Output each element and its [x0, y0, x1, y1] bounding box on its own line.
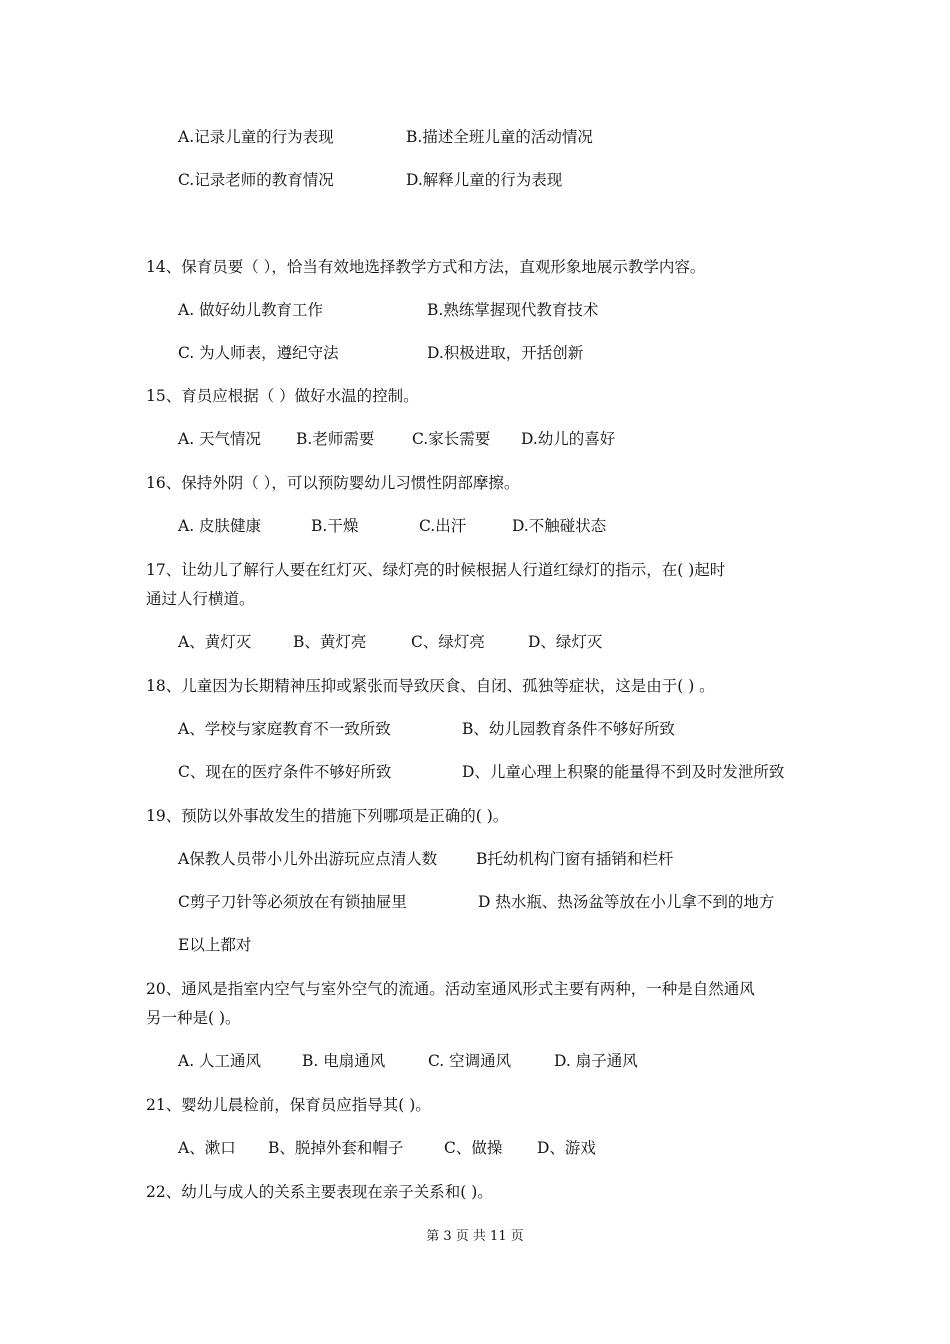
q16-option-c: C.出汗	[419, 517, 467, 535]
q20-stem-line1: 20、通风是指室内空气与室外空气的流通。活动室通风形式主要有两种，一种是自然通风	[146, 980, 755, 998]
q15-option-b: B.老师需要	[296, 430, 375, 448]
q22-stem: 22、幼儿与成人的关系主要表现在亲子关系和( )。	[146, 1183, 493, 1201]
q19-option-e: E以上都对	[178, 936, 252, 954]
q18-stem: 18、儿童因为长期精神压抑或紧张而导致厌食、自闭、孤独等症状，这是由于( ) 。	[146, 677, 715, 695]
q14-stem: 14、保育员要（ ），恰当有效地选择教学方式和方法，直观形象地展示教学内容。	[146, 258, 706, 276]
q17-stem-line1: 17、让幼儿了解行人要在红灯灭、绿灯亮的时候根据人行道红绿灯的指示，在( )起时	[146, 561, 726, 579]
q19-stem: 19、预防以外事故发生的措施下列哪项是正确的( )。	[146, 807, 509, 825]
q13-option-d: D.解释儿童的行为表现	[406, 171, 563, 189]
q16-option-a: A. 皮肤健康	[178, 517, 262, 535]
q18-option-a: A、学校与家庭教育不一致所致	[178, 720, 391, 738]
q14-option-c: C. 为人师表，遵纪守法	[178, 344, 339, 362]
q16-stem: 16、保持外阴（ ），可以预防婴幼儿习惯性阴部摩擦。	[146, 474, 520, 492]
q18-option-d: D、儿童心理上积聚的能量得不到及时发泄所致	[462, 763, 785, 781]
q21-option-a: A、漱口	[178, 1139, 236, 1157]
q14-option-a: A. 做好幼儿教育工作	[178, 301, 324, 319]
q17-option-d: D、绿灯灭	[528, 633, 603, 651]
q21-option-c: C、做操	[444, 1139, 503, 1157]
q15-option-c: C.家长需要	[412, 430, 491, 448]
q21-stem: 21、婴幼儿晨检前，保育员应指导其( )。	[146, 1096, 431, 1114]
q15-stem: 15、育员应根据（ ）做好水温的控制。	[146, 387, 419, 405]
q21-option-b: B、脱掉外套和帽子	[268, 1139, 404, 1157]
q15-option-d: D.幼儿的喜好	[521, 430, 616, 448]
q13-option-b: B.描述全班儿童的活动情况	[406, 128, 593, 146]
q19-option-d: D 热水瓶、热汤盆等放在小儿拿不到的地方	[478, 893, 775, 911]
q13-option-a: A.记录儿童的行为表现	[178, 128, 334, 146]
q17-option-b: B、黄灯亮	[293, 633, 367, 651]
q20-stem-line2: 另一种是( )。	[146, 1009, 241, 1027]
q17-option-a: A、黄灯灭	[178, 633, 252, 651]
q21-option-d: D、游戏	[537, 1139, 596, 1157]
q14-option-b: B.熟练掌握现代教育技术	[427, 301, 599, 319]
q20-option-c: C. 空调通风	[428, 1052, 512, 1070]
q19-option-c: C剪子刀针等必须放在有锁抽屉里	[178, 893, 407, 911]
q18-option-b: B、幼儿园教育条件不够好所致	[462, 720, 675, 738]
q17-option-c: C、绿灯亮	[411, 633, 485, 651]
q20-option-a: A. 人工通风	[178, 1052, 262, 1070]
q17-stem-line2: 通过人行横道。	[146, 590, 255, 608]
q19-option-a: A保教人员带小儿外出游玩应点清人数	[178, 850, 438, 868]
q18-option-c: C、现在的医疗条件不够好所致	[178, 763, 392, 781]
q13-option-c: C.记录老师的教育情况	[178, 171, 334, 189]
q14-option-d: D.积极进取，开括创新	[427, 344, 584, 362]
q20-option-b: B. 电扇通风	[302, 1052, 386, 1070]
q16-option-b: B.干燥	[311, 517, 359, 535]
q20-option-d: D. 扇子通风	[554, 1052, 638, 1070]
q15-option-a: A. 天气情况	[178, 430, 262, 448]
q16-option-d: D.不触碰状态	[512, 517, 607, 535]
q19-option-b: B托幼机构门窗有插销和栏杆	[476, 850, 674, 868]
page-number-footer: 第 3 页 共 11 页	[426, 1229, 524, 1244]
